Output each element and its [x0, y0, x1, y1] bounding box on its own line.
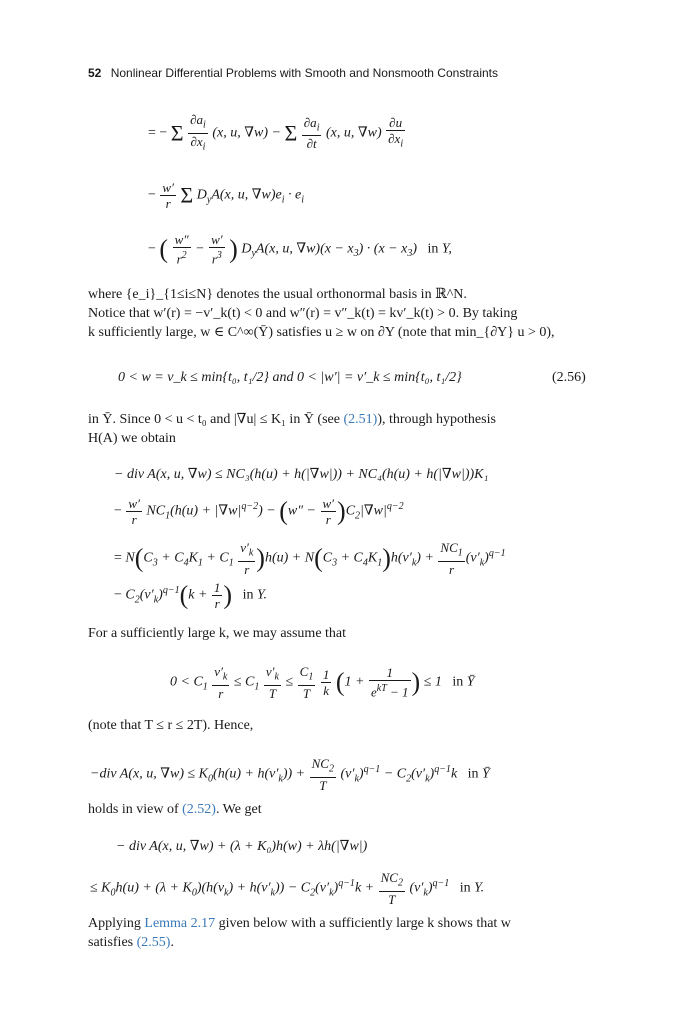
paragraph-holds-text-2: . We get — [215, 802, 262, 817]
paragraph-holds — [88, 800, 590, 819]
running-title: Nonlinear Differential Problems with Smooth and Nonsmooth Constraints — [110, 66, 499, 80]
ref-2-51-link[interactable]: (2.51) — [343, 412, 378, 427]
paragraph-satisfies-text-2: . — [170, 935, 174, 950]
equation-1-row-3: − ( $\frac{w''}{r^2}$ − $\frac{w'}{r^3}$ ) $D_yA(x$, u, $\nabla w)(x - x_3) \cdot (x - x_3)$ in Y, — [148, 232, 452, 267]
equation-number-2-56: (2.56) — [552, 370, 586, 385]
equation-5-row-2: ≤ $K_0h(u) + (\lambda + K_0)(h(v_k) + h(v'_k)) - C_2(v'_k)^{q-1}k$ + $\frac{NC_2}{T}$ $(v'_k)^{q-1}$ in Y. — [90, 870, 485, 907]
equation-2-row-3: = $N(C_3 + C_4K_1 + C_1$ $\frac{v'_k}{r}$ )$h(u) + N(C_3 + C_4K_1)h(v'_k)$ + $\frac{NC_1}{r}$ $(v'_k)^{q-1}$ — [114, 540, 506, 577]
equation-2-row-4: − $C_2(v'_k)^{q-1}(k$ + $\frac{1}{r}$ ) in Y. — [114, 580, 267, 611]
paragraph-basis: where {e_i}_{1≤i≤N} denotes the usual orthonormal basis in ℝ^N. — [88, 287, 467, 302]
paragraph-since-text-2: ), through hypothesis — [377, 412, 496, 427]
paragraph-since — [88, 410, 590, 429]
paragraph-notice-2: k sufficiently large, w ∈ C^∞(Ȳ) satisfies u ≥ w on ∂Y (note that min_{∂Y} u > 0), — [88, 325, 555, 340]
page-number: 52 — [88, 66, 102, 80]
paragraph-holds-text-1: holds in view of — [88, 802, 183, 817]
ref-2-52-link[interactable]: (2.52) — [182, 802, 216, 817]
paragraph-satisfies-text-1: satisfies — [88, 935, 137, 950]
equation-3: $0 < C_1$ $\frac{v'_k}{r}$ ≤ $C_1$ $\frac{v'_k}{T}$ ≤ $\frac{C_1}{T}$ $\frac{1}{k}$ (1 + $\frac{1}{e^{kT} - 1}$ ) ≤ 1 in Ȳ — [170, 664, 475, 701]
equation-2-row-1: − div A(x, u, ∇w) ≤ NC₃(h(u) + h(|∇w|)) + NC₄(h(u) + h(|∇w|))K₁ — [114, 467, 489, 482]
paragraph-notice-1: Notice that w′(r) = −v′_k(t) < 0 and w″(r) = v″_k(t) = kv′_k(t) > 0. By taking — [88, 306, 518, 321]
equation-2-56: 0 < w = v_k ≤ min{t₀, t₁/2} and 0 < |w′| = v′_k ≤ min{t₀, t₁/2} — [118, 370, 462, 385]
equation-1-row-2: − $\frac{w'}{r}$ Σ $D_yA(x$, u, $\nabla w)e_i \cdot e_i$ — [148, 180, 305, 211]
paragraph-hypothesis: H(A) we obtain — [88, 431, 176, 446]
paragraph-satisfies — [88, 933, 590, 952]
paragraph-large-k: For a sufficiently large k, we may assume that — [88, 626, 347, 641]
running-header — [88, 66, 498, 80]
paragraph-since-text-1: in Ȳ. Since 0 < u < t₀ and |∇u| ≤ K₁ in Ȳ (see — [88, 412, 344, 427]
paragraph-applying-text-2: given below with a sufficiently large k shows that w — [215, 916, 511, 931]
paragraph-applying — [88, 914, 590, 933]
equation-1-row-1: = − Σ $\frac{\partial a_i}{\partial x_i}$ (x, u, ∇w) − Σ $\frac{\partial a_i}{\partial t}$ (x, u, ∇w) $\frac{\partial u}{\partial x_i}$ — [148, 112, 404, 153]
paragraph-note: (note that T ≤ r ≤ 2T). Hence, — [88, 718, 254, 733]
paragraph-applying-text-1: Applying — [88, 916, 145, 931]
lemma-2-17-link[interactable]: Lemma 2.17 — [144, 916, 216, 931]
ref-2-55-link[interactable]: (2.55) — [136, 935, 171, 950]
equation-5-row-1: − div A(x, u, ∇w) + (λ + K₀)h(w) + λh(|∇w|) — [116, 839, 368, 854]
equation-4: −div A(x, u, $\nabla w) \le K_0(h(u) + h(v'_k))$ + $\frac{NC_2}{T}$ $(v'_k)^{q-1} - C_2(v'_k)^{q-1}k$ in Ȳ — [90, 756, 490, 793]
equation-2-row-2: − $\frac{w'}{r}$ $NC_1(h(u) + |\nabla w|^{q-2}) - (w''$ − $\frac{w'}{r}$ )$C_2|\nabla w|^{q-2}$ — [114, 496, 404, 527]
